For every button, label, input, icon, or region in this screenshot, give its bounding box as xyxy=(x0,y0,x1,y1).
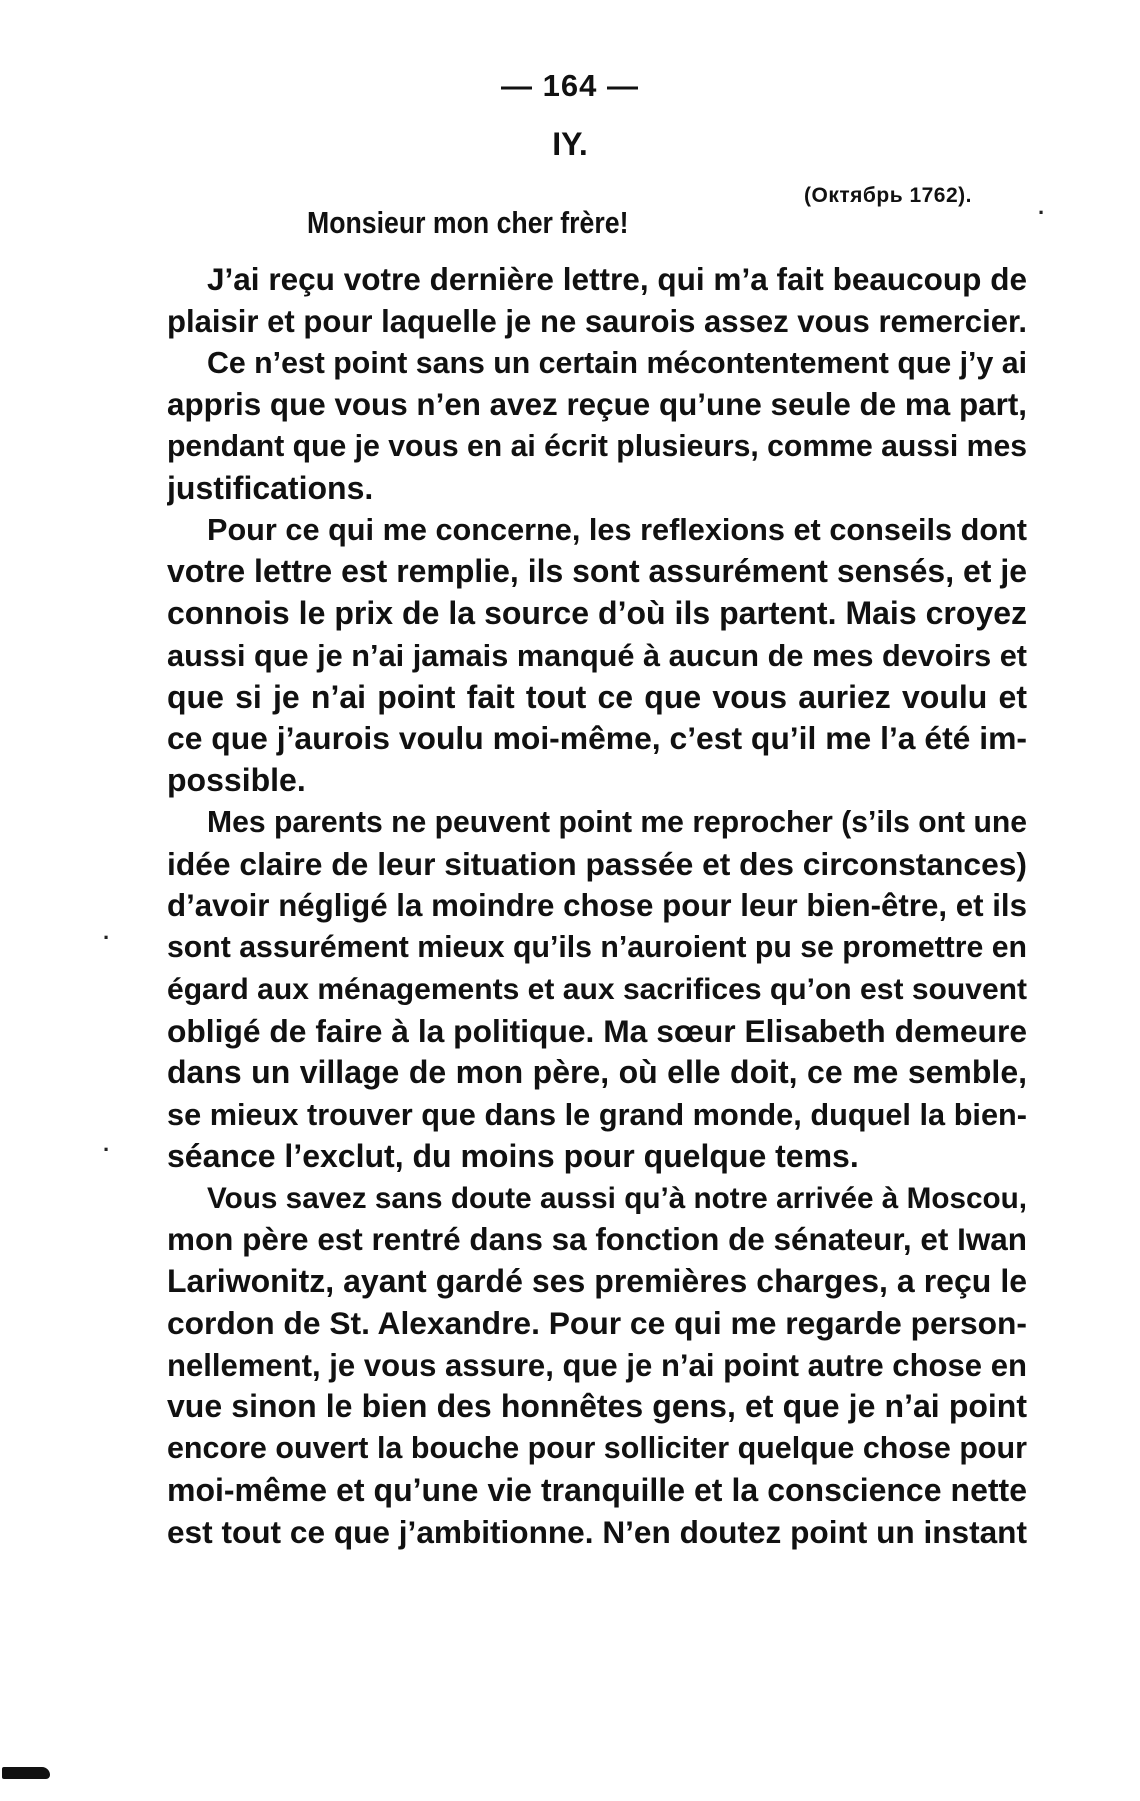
text-line: appris que vous n’en avez reçue qu’une seule de ma part, xyxy=(167,387,1027,423)
margin-speck: · xyxy=(1038,200,1046,225)
text-line: Pour ce qui me concerne, les reflexions et conseils dont xyxy=(207,512,1027,547)
text-line: se mieux trouver que dans le grand monde, duquel la bien- xyxy=(167,1097,1027,1132)
text-line: aussi que je n’ai jamais manqué à aucun de mes devoirs et xyxy=(167,637,1027,673)
text-line: Ce n’est point sans un certain mécontentement que j’y ai xyxy=(207,346,1027,380)
text-line: justifications. xyxy=(167,469,374,506)
text-line: encore ouvert la bouche pour solliciter quelque chose pour xyxy=(167,1431,1027,1465)
text-line: Lariwonitz, ayant gardé ses premières charges, a reçu le xyxy=(167,1263,1027,1299)
text-line: J’ai reçu votre dernière lettre, qui m’a fait beaucoup de xyxy=(207,261,1027,297)
salutation: Monsieur mon cher frère! xyxy=(307,205,629,240)
text-line: d’avoir négligé la moindre chose pour leur bien-être, et ils xyxy=(167,888,1027,924)
text-line: votre lettre est remplie, ils sont assurément sensés, et je xyxy=(167,553,1027,590)
text-line: moi-même et qu’une vie tranquille et la conscience nette xyxy=(167,1471,1027,1508)
text-line: connois le prix de la source d’où ils partent. Mais croyez xyxy=(167,595,1027,631)
letter-body xyxy=(167,259,1027,1553)
text-line: séance l’exclut, du moins pour quelque tems. xyxy=(167,1137,859,1174)
text-line: possible. xyxy=(167,762,306,798)
text-line: pendant que je vous en ai écrit plusieurs, comme aussi mes xyxy=(167,430,1027,463)
page-number: — 164 — xyxy=(501,68,639,103)
text-line: dans un village de mon père, où elle doit, ce me semble, xyxy=(167,1054,1027,1091)
text-line: vue sinon le bien des honnêtes gens, et que je n’ai point xyxy=(167,1388,1027,1425)
text-line: cordon de St. Alexandre. Pour ce qui me regarde person- xyxy=(167,1304,1027,1341)
margin-speck: · xyxy=(103,1137,111,1162)
section-numeral: IY. xyxy=(552,126,588,162)
text-line: est tout ce que j’ambitionne. N’en doutez point un instant xyxy=(167,1513,1027,1550)
text-line: idée claire de leur situation passée et des circonstances) xyxy=(167,845,1027,882)
text-line: nellement, je vous assure, que je n’ai point autre chose en xyxy=(167,1347,1027,1383)
text-line: sont assurément mieux qu’ils n’auroient pu se promettre en xyxy=(167,931,1027,964)
text-line: ce que j’aurois voulu moi-même, c’est qu’il me l’a été im- xyxy=(167,720,1027,757)
text-line: mon père est rentré dans sa fonction de sénateur, et Iwan xyxy=(167,1222,1027,1258)
text-line: plaisir et pour laquelle je ne saurois assez vous remercier. xyxy=(167,303,1027,339)
text-line: obligé de faire à la politique. Ma sœur Elisabeth demeure xyxy=(167,1012,1027,1049)
text-line: Vous savez sans doute aussi qu’à notre arrivée à Moscou, xyxy=(207,1181,1027,1215)
text-line: Mes parents ne peuvent point me reprocher (s’ils ont une xyxy=(207,805,1027,839)
date-note: (Октябрь 1762). xyxy=(804,184,972,207)
text-line: que si je n’ai point fait tout ce que vous auriez voulu et xyxy=(167,678,1027,715)
corner-smudge xyxy=(2,1767,50,1779)
margin-speck: · xyxy=(103,925,111,950)
text-line: égard aux ménagements et aux sacrifices qu’on est souvent xyxy=(167,972,1027,1006)
